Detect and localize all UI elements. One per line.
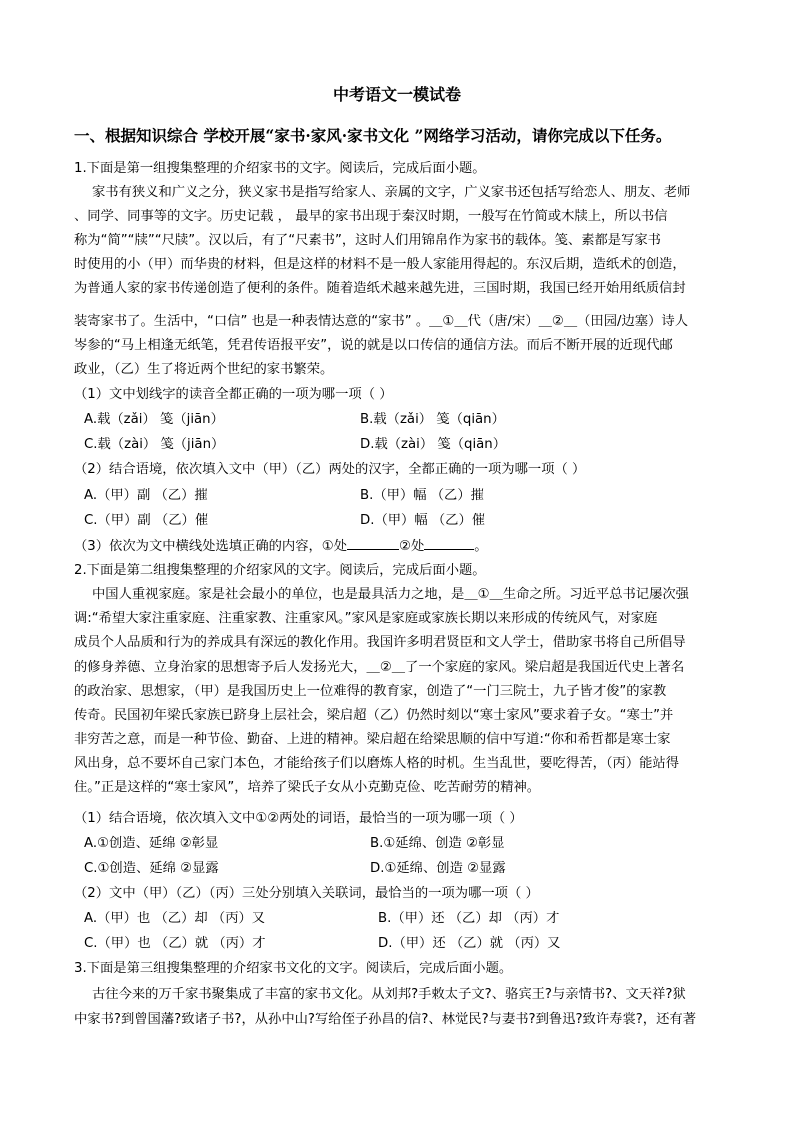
q1-sub2-option-c[interactable]: C.（甲）副 （乙）催 (84, 513, 209, 528)
q2-para-line: 传奇。民国初年梁氏家族已跻身上层社会，梁启超（乙）仍然时刻以“寒士家风”要求着子女。“寒士”并 (74, 708, 674, 723)
answer-blank-1[interactable] (347, 535, 399, 550)
q1-para-line: 岑参的“马上相逢无纸笔，凭君传语报平安”，说的就是以口传信的通信方法。而后不断开展的近现代邮 (74, 338, 673, 353)
q1-para-line: 政业，（乙）生了将近两个世纪的家书繁荣。 (74, 362, 334, 377)
q1-sub2-option-d[interactable]: D.（甲）幅 （乙）催 (360, 513, 486, 528)
q2-sub1-option-d[interactable]: D.①延绵、创造 ②显露 (370, 861, 506, 876)
q2-sub2-option-c[interactable]: C.（甲）也 （乙）就 （丙）才 (84, 936, 266, 951)
q2-para-line: 非穷苦之意，而是一种节俭、勤奋、上进的精神。梁启超在给梁思顺的信中写道:“你和希哲都是寒士家 (74, 732, 671, 747)
q3-para-line: 古往今来的万千家书聚集成了丰富的家书文化。从刘邦?手敕太子文?、骆宾王?与亲情书?、文天祥?狱 (92, 987, 686, 1002)
q1-sub1-option-d[interactable]: D.载（zài） 笺（qiān） (360, 437, 507, 452)
q1-sub2-option-a[interactable]: A.（甲）副 （乙）摧 (84, 488, 208, 503)
q1-para-text: 装寄家书了。生活中，“口信” 也是一种表情达意的“家书” 。 (74, 314, 430, 329)
q2-para-line (74, 583, 742, 607)
q2-sub2-option-a[interactable]: A.（甲）也 （乙）却 （丙）又 (84, 911, 266, 926)
blank-2: ＿②＿ (366, 660, 406, 675)
q2-para-text: 的修身养德、立身治家的思想寄予后人发扬光大， (74, 660, 367, 675)
q3-para-line: 中家书?到曾国藩?致诸子书?，从孙中山?写给侄子孙昌的信?、林觉民?与妻书?到鲁迅?致许寿裳?，还有著 (74, 1012, 696, 1027)
q2-para-text: 了一个家庭的家风。梁启超是我国近代史上著名 (405, 660, 685, 675)
q2-para-text: 中国人重视家庭。家是社会最小的单位，也是最具活力之地，是 (92, 587, 465, 602)
blank-1: ＿①＿ (429, 314, 468, 329)
q2-sub1-option-c[interactable]: C.①创造、延绵 ②显露 (84, 861, 219, 876)
q2-sub2-option-b[interactable]: B.（甲）还 （乙）却 （丙）才 (378, 911, 560, 926)
q1-para-line: 称为“简”“牍”“尺牍”。汉以后，有了“尺素书”，这时人们用锦帛作为家书的载体。笺、素都是写家书 (74, 233, 661, 248)
answer-blank-2[interactable] (424, 535, 474, 550)
q2-para-line: 成员个人品质和行为的养成具有深远的教化作用。我国许多明君贤臣和文人学士，借助家书将自己所倡导 (74, 635, 686, 650)
question-2-intro: 2.下面是第二组搜集整理的介绍家风的文字。阅读后，完成后面小题。 (74, 563, 486, 578)
q1-para-text: 代（唐/宋） (467, 314, 539, 329)
q2-sub1-option-a[interactable]: A.①创造、延绵 ②彰显 (84, 836, 219, 851)
blank-2: ＿②＿ (538, 314, 578, 329)
page-title: 中考语文一模试卷 (332, 85, 461, 104)
q1-sub2-prompt: （2）结合语境，依次填入文中（甲）（乙）两处的汉字，全都正确的一项为哪一项（ ） (74, 462, 586, 477)
q2-para-line: 风出身，总不要坏自己家门本色，才能给孩子们以磨炼人格的时机。生当乱世，要吃得苦，（丙）能站得 (74, 756, 680, 771)
q2-sub1-prompt: （1）结合语境，依次填入文中①②两处的词语，最恰当的一项为哪一项（ ） (74, 811, 523, 826)
q1-sub3-prompt (74, 535, 734, 558)
q2-sub2-prompt: （2）文中（甲）（乙）（丙）三处分别填入关联词，最恰当的一项为哪一项（ ） (74, 886, 539, 901)
q2-para-line: 调:“希望大家注重家庭、注重家教、注重家风。”家风是家庭或家族长期以来形成的传统风气，对家庭 (74, 611, 658, 626)
section-heading: 一、根据知识综合 学校开展“家书·家风·家书文化 ”网络学习活动，请你完成以下任务。 (74, 126, 672, 145)
q2-para-line: 的政治家、思想家，（甲）是我国历史上一位难得的教育家，创造了“一门三院士，九子皆才俊”的家教 (74, 684, 667, 699)
q1-sub3-text: 。 (474, 539, 488, 554)
q1-sub1-option-c[interactable]: C.载（zài） 笺（jiān） (84, 437, 225, 452)
blank-1: ＿①＿ (464, 587, 503, 602)
q1-sub1-option-b[interactable]: B.载（zǎi） 笺（qiān） (360, 412, 505, 427)
question-1-intro: 1.下面是第一组搜集整理的介绍家书的文字。阅读后，完成后面小题。 (74, 161, 486, 176)
q1-sub1-option-a[interactable]: A.载（zǎi） 笺（jiān） (84, 412, 224, 427)
question-3-intro: 3.下面是第三组搜集整理的介绍家书文化的文字。阅读后，完成后面小题。 (74, 961, 513, 976)
q1-sub1-prompt: （1）文中划线字的读音全都正确的一项为哪一项（ ） (74, 387, 393, 402)
q1-sub3-text: ②处 (399, 539, 425, 554)
q1-para-line: 家书有狭义和广义之分，狭义家书是指写给家人、亲属的文字，广义家书还包括写给恋人、朋友、老师 (92, 185, 691, 200)
q2-sub2-option-d[interactable]: D.（甲）还 （乙）就 （丙）又 (378, 936, 561, 951)
q1-para-text: （田园/边塞）诗人 (577, 314, 688, 329)
q2-para-line (74, 656, 724, 680)
q1-sub3-text: （3）依次为文中横线处选填正确的内容，①处 (74, 539, 348, 554)
q1-sub2-option-b[interactable]: B.（甲）幅 （乙）摧 (360, 488, 484, 503)
q1-para-line (74, 310, 724, 334)
q1-para-line: 为普通人家的家书传递创造了便利的条件。随着造纸术越来越先进，三国时期，我国已经开始用纸质信封 (74, 281, 686, 296)
q2-para-line: 住。”正是这样的“寒士家风”，培养了梁氏子女从小克勤克俭、吃苦耐劳的精神。 (74, 780, 541, 795)
q1-para-line: 时使用的小（甲）而华贵的材料，但是这样的材料不是一般人家能用得起的。东汉后期，造纸术的创造， (74, 257, 686, 272)
q1-para-line: 、同学、同事等的文字。历史记载 ， 最早的家书出现于秦汉时期，一般写在竹简或木牍上，所以书信 (74, 209, 668, 224)
q2-para-text: 生命之所。习近平总书记屡次强 (502, 587, 689, 602)
q2-sub1-option-b[interactable]: B.①延绵、创造 ②彰显 (370, 836, 505, 851)
